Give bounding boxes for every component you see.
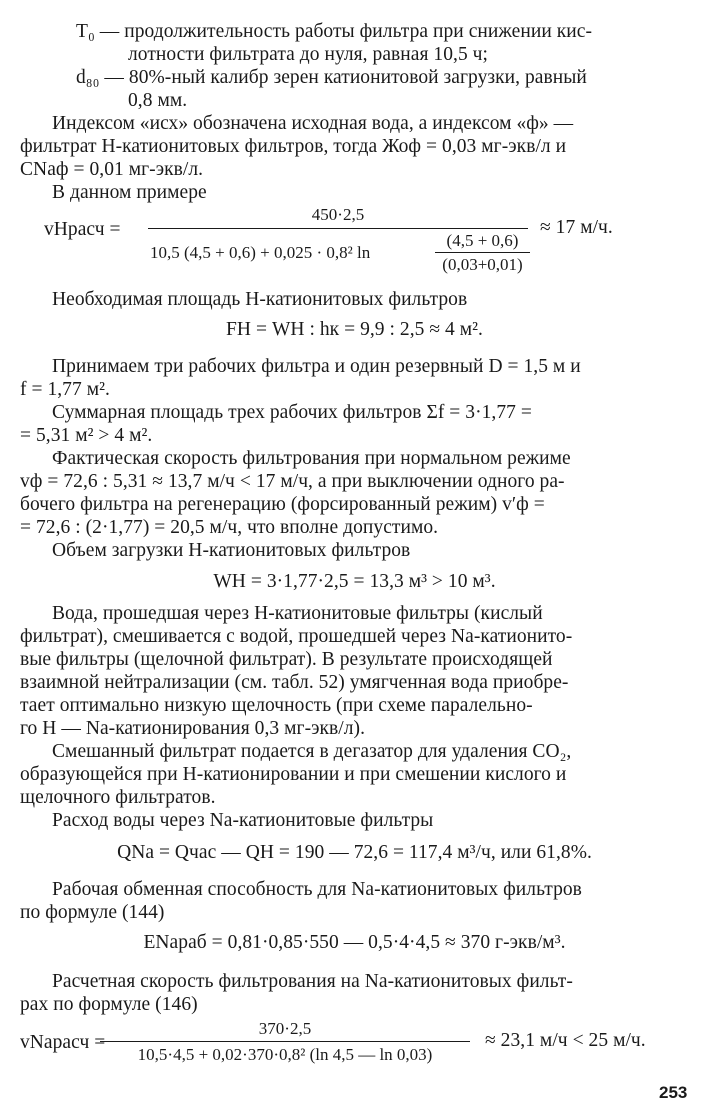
para-mix-line-6: го Н — Na-катионирования 0,3 мг-экв/л). bbox=[20, 718, 366, 739]
para-degas-line-3: щелочного фильтратов. bbox=[20, 787, 216, 808]
eq6-lhs: vNaрасч = bbox=[20, 1032, 106, 1053]
definition-t0-line-2: лотности фильтрата до нуля, равная 10,5 ч; bbox=[128, 44, 489, 65]
eq4: QNa = Qчас — QН = 190 — 72,6 = 117,4 м³/ч, или 61,8%. bbox=[117, 842, 592, 863]
para-capacity-line-1: Рабочая обменная способность для Na-катионитовых фильтров bbox=[52, 879, 582, 900]
para-mix-line-4: взаимной нейтрализации (см. табл. 52) умягченная вода приобре- bbox=[20, 672, 569, 693]
volume-title: Объем загрузки Н-катионитовых фильтров bbox=[52, 540, 411, 561]
eq1-inner-bar bbox=[435, 252, 530, 253]
para-sum-line-1: Суммарная площадь трех рабочих фильтров Σf = 3·1,77 = bbox=[52, 402, 532, 423]
para-mix-line-3: вые фильтры (щелочной фильтрат). В результате происходящей bbox=[20, 649, 553, 670]
flow-title: Расход воды через Na-катионитовые фильтры bbox=[52, 810, 434, 831]
para-speed-line-3: бочего фильтра на регенерацию (форсированный режим) v′ф = bbox=[20, 494, 545, 515]
definition-d80-line-1: d₈₀ — 80%-ный калибр зерен катионитовой загрузки, равный bbox=[76, 67, 587, 88]
eq6-denominator: 10,5·4,5 + 0,02·370·0,8² (ln 4,5 — ln 0,03) bbox=[137, 1045, 433, 1064]
para-capacity-line-2: по формуле (144) bbox=[20, 902, 165, 923]
para-speed-line-2: vф = 72,6 : 5,31 ≈ 13,7 м/ч < 17 м/ч, а при выключении одного ра- bbox=[20, 471, 565, 492]
example-label: В данном примере bbox=[52, 182, 207, 203]
eq2: FН = WН : hк = 9,9 : 2,5 ≈ 4 м². bbox=[226, 319, 483, 340]
eq3: WН = 3·1,77·2,5 = 13,3 м³ > 10 м³. bbox=[213, 571, 496, 592]
para-mix-line-5: тает оптимально низкую щелочность (при схеме паралельно- bbox=[20, 695, 533, 716]
para-speed-line-4: = 72,6 : (2·1,77) = 20,5 м/ч, что вполне допустимо. bbox=[20, 517, 439, 538]
para-rate-line-2: рах по формуле (146) bbox=[20, 994, 198, 1015]
eq6-fraction-bar bbox=[100, 1041, 470, 1042]
eq1-lhs: vHрасч = bbox=[44, 219, 121, 240]
para-mix-line-2: фильтрат), смешивается с водой, прошедшей через Na-катионито- bbox=[20, 626, 573, 647]
eq6-rhs: ≈ 23,1 м/ч < 25 м/ч. bbox=[485, 1030, 646, 1051]
definition-d80-line-2: 0,8 мм. bbox=[128, 90, 188, 111]
eq1-rhs: ≈ 17 м/ч. bbox=[540, 217, 613, 238]
eq1-inner-numerator: (4,5 + 0,6) bbox=[446, 231, 519, 250]
para-rate-line-1: Расчетная скорость фильтрования на Na-катионитовых фильт- bbox=[52, 971, 573, 992]
eq1-inner-denominator: (0,03+0,01) bbox=[442, 255, 523, 274]
page-number: 253 bbox=[659, 1083, 688, 1102]
area-title: Необходимая площадь Н-катионитовых фильтров bbox=[52, 289, 468, 310]
para-index-line-2: фильтрат Н-катионитовых фильтров, тогда Жоф = 0,03 мг-экв/л и bbox=[20, 136, 567, 157]
para-mix-line-1: Вода, прошедшая через Н-катионитовые фильтры (кислый bbox=[52, 603, 543, 624]
para-filters-line-2: f = 1,77 м². bbox=[20, 379, 110, 400]
definition-t0-line-1: T₀ — продолжительность работы фильтра при снижении кис- bbox=[76, 21, 592, 42]
para-index-line-1: Индексом «исх» обозначена исходная вода, а индексом «ф» — bbox=[52, 113, 574, 134]
para-speed-line-1: Фактическая скорость фильтрования при нормальном режиме bbox=[52, 448, 571, 469]
para-sum-line-2: = 5,31 м² > 4 м². bbox=[20, 425, 153, 446]
eq1-numerator: 450·2,5 bbox=[311, 205, 365, 224]
eq1-denominator: 10,5 (4,5 + 0,6) + 0,025 · 0,8² ln bbox=[150, 243, 371, 262]
para-index-line-3: CNaф = 0,01 мг-экв/л. bbox=[20, 159, 204, 180]
eq5: ENaраб = 0,81·0,85·550 — 0,5·4·4,5 ≈ 370 г-экв/м³. bbox=[143, 932, 566, 953]
para-filters-line-1: Принимаем три рабочих фильтра и один резервный D = 1,5 м и bbox=[52, 356, 581, 377]
eq6-numerator: 370·2,5 bbox=[258, 1019, 312, 1038]
eq1-fraction-bar bbox=[148, 228, 528, 229]
para-degas-line-1: Смешанный фильтрат подается в дегазатор для удаления CO₂, bbox=[52, 741, 572, 762]
para-degas-line-2: образующейся при Н-катионировании и при смешении кислого и bbox=[20, 764, 567, 785]
